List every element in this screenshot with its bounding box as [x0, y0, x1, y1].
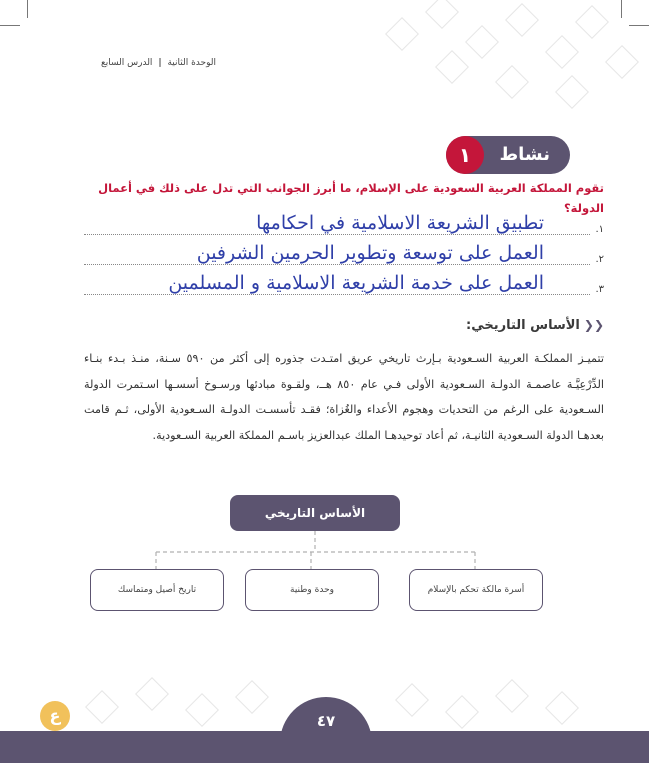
answer-index: ٢.: [595, 254, 604, 265]
answer-line[interactable]: [84, 274, 604, 304]
diagram-node: أسرة مالكة تحكم بالإسلام: [409, 569, 543, 611]
answer-text: العمل على توسعة وتطوير الحرمين الشرفين: [196, 242, 544, 264]
dotted-line: [84, 234, 590, 235]
answer-index: ٣.: [595, 284, 604, 295]
answer-text: تطبيق الشريعة الاسلامية في احكامها: [256, 212, 544, 234]
breadcrumb: [76, 58, 216, 68]
answer-list: [84, 214, 604, 304]
dotted-line: [84, 294, 590, 295]
diagram-node: تاريخ أصيل ومتماسك: [90, 569, 224, 611]
activity-question: تقوم المملكة العربية السعودية على الإسلام، ما أبرز الجوانب التي تدل على ذلك في أعمال الدولة؟: [98, 181, 604, 215]
breadcrumb-unit: الوحدة الثانية: [167, 58, 216, 68]
activity-number: ١: [446, 136, 484, 174]
page-number: ٤٧: [316, 712, 336, 730]
diagram-node: وحدة وطنية: [245, 569, 379, 611]
dotted-line: [84, 264, 590, 265]
decorative-pattern-top: [380, 0, 649, 120]
section-title-text: الأساس التاريخي:: [466, 318, 580, 333]
answer-line[interactable]: [84, 244, 604, 274]
answer-line[interactable]: [84, 214, 604, 244]
crop-mark: [0, 25, 20, 26]
activity-label: نشاط: [499, 144, 550, 165]
section-title: [420, 318, 604, 333]
diagram-root: الأساس التاريخي: [230, 495, 400, 531]
breadcrumb-separator: |: [158, 58, 162, 68]
body-paragraph: تتميـز المملكـة العربية السـعودية بـإرث تاريخي عريق امتـدت جذوره إلى أكثر من ٥٩٠ سـنة، منـذ بـدء بنـاء الدِّرْعِيَّـة عاصمـة الدولـة السـعودية الأولى فـي عام ٨٥٠ هــ، ولقـوة مبادئها ورسـوخ أسسـها اسـتمرت الدولة السـعودية على الرغم من التحديات وهجوم الأعداء والغُزاة؛ فقـد تأسسـت الدولـة السـعودية الأولى، ثـم قامت بعدهـا الدولة السـعودية الثانيـة، ثم أعاد توحيدهـا الملك عبدالعزيز باسـم المملكة العربية السـعودية.: [84, 352, 605, 442]
brand-logo-icon: ع: [40, 701, 70, 731]
activity-badge: [446, 136, 570, 174]
breadcrumb-lesson: الدرس السابع: [100, 58, 153, 68]
double-chevron-icon: ❮❮: [583, 318, 604, 332]
crop-mark: [629, 25, 649, 26]
answer-text: العمل على خدمة الشريعة الاسلامية و المسلمين: [168, 272, 544, 294]
crop-mark: [27, 0, 28, 18]
crop-mark: [621, 0, 622, 18]
answer-index: ١.: [595, 224, 604, 235]
